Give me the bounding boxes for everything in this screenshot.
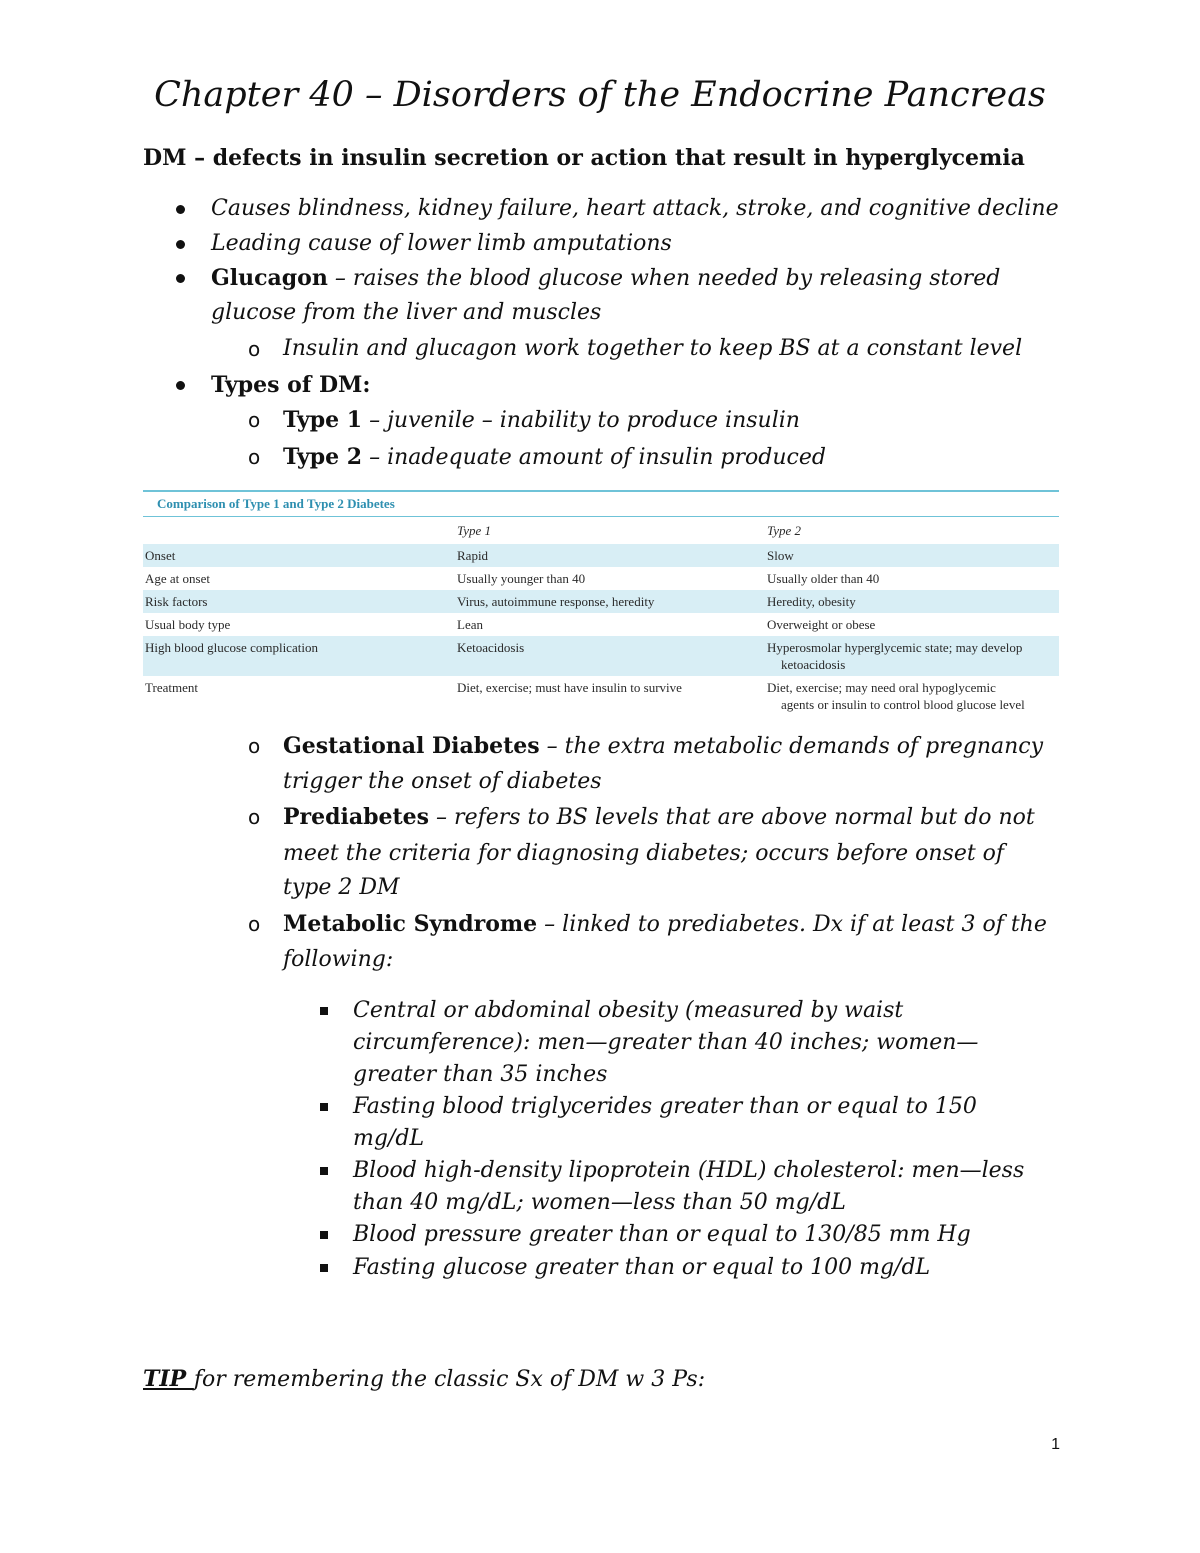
bullet-blindness: Causes blindness, kidney failure, heart attack, stroke, and cognitive decline <box>211 196 1059 221</box>
type2-text: – inadequate amount of insulin produced <box>362 445 826 470</box>
type2-cell <box>765 636 1059 676</box>
bullet-amputations: Leading cause of lower limb amputations <box>211 231 672 256</box>
bullet-circle-icon: o <box>248 734 261 758</box>
row-label: Onset <box>143 544 455 567</box>
table-row <box>143 544 1059 567</box>
criteria-obesity-cont: greater than 35 inches <box>353 1062 608 1087</box>
table-header-cell: Type 1 <box>457 523 492 538</box>
criteria-hdl: Blood high-density lipoprotein (HDL) cholesterol: men—less <box>353 1158 1025 1183</box>
metabolic-text-cont: following: <box>283 947 394 972</box>
table-caption: Comparison of Type 1 and Type 2 Diabetes <box>143 491 1059 517</box>
bullet-glucagon <box>211 261 1000 296</box>
type2-cell-cont: agents or insulin to control blood glucose level <box>781 697 1025 712</box>
type2-cell-cont: ketoacidosis <box>781 657 846 672</box>
bullet-square-icon <box>320 1103 328 1111</box>
gestational-term: Gestational Diabetes <box>283 733 540 759</box>
bullet-circle-icon: o <box>248 805 261 829</box>
bullet-square-icon <box>320 1167 328 1175</box>
type1-item <box>283 403 800 438</box>
tip-label: TIP <box>143 1366 194 1392</box>
gestational-text: – the extra metabolic demands of pregnancy <box>539 734 1044 759</box>
bullet-square-icon <box>320 1007 328 1015</box>
glucagon-term: Glucagon <box>211 265 328 291</box>
page-title: Chapter 40 – Disorders of the Endocrine Pancreas <box>154 75 1046 115</box>
metabolic-text: – linked to prediabetes. Dx if at least 3 of the <box>537 912 1047 937</box>
gestational-item <box>283 729 1043 764</box>
bullet-circle-icon: o <box>248 337 261 361</box>
type1-cell: Lean <box>455 613 765 636</box>
criteria-blood-pressure: Blood pressure greater than or equal to 130/85 mm Hg <box>353 1222 971 1247</box>
type2-cell-text: Diet, exercise; may need oral hypoglycemic <box>767 680 996 695</box>
row-label: Treatment <box>143 676 455 716</box>
bullet-square-icon <box>320 1264 328 1272</box>
type1-cell: Diet, exercise; must have insulin to survive <box>455 676 765 716</box>
type2-cell-text: Hyperosmolar hyperglycemic state; may develop <box>767 640 1023 655</box>
type2-cell: Overweight or obese <box>765 613 1059 636</box>
type1-cell: Usually younger than 40 <box>455 567 765 590</box>
type2-cell: Usually older than 40 <box>765 567 1059 590</box>
type1-cell: Ketoacidosis <box>455 636 765 676</box>
glucagon-subpoint: Insulin and glucagon work together to keep BS at a constant level <box>283 336 1023 361</box>
metabolic-term: Metabolic Syndrome <box>283 911 538 937</box>
row-label: High blood glucose complication <box>143 636 455 676</box>
table-header-cell <box>143 517 455 545</box>
criteria-triglycerides-cont: mg/dL <box>353 1126 425 1151</box>
page-number: 1 <box>1051 1436 1060 1453</box>
comparison-table <box>143 490 1059 716</box>
type1-term: Type 1 <box>283 407 363 433</box>
criteria-hdl-cont: than 40 mg/dL; women—less than 50 mg/dL <box>353 1190 846 1215</box>
bullet-dot-icon <box>176 381 185 390</box>
type1-text: – juvenile – inability to produce insulin <box>362 408 800 433</box>
prediabetes-text: – refers to BS levels that are above normal but do not <box>429 805 1035 830</box>
table-row <box>143 567 1059 590</box>
table-header-row <box>143 517 1059 545</box>
tip-line <box>143 1362 705 1397</box>
prediabetes-text-cont: type 2 DM <box>283 875 400 900</box>
prediabetes-term: Prediabetes <box>283 804 430 830</box>
bullet-dot-icon <box>176 205 185 214</box>
prediabetes-item <box>283 800 1035 835</box>
row-label: Age at onset <box>143 567 455 590</box>
bullet-circle-icon: o <box>248 445 261 469</box>
metabolic-item <box>283 907 1047 942</box>
type1-cell: Virus, autoimmune response, heredity <box>455 590 765 613</box>
glucagon-text: – raises the blood glucose when needed by releasing stored <box>327 266 1001 291</box>
table-row <box>143 636 1059 676</box>
section-heading: DM – defects in insulin secretion or action that result in hyperglycemia <box>143 145 1025 171</box>
tip-text: for remembering the classic Sx of DM w 3 Ps: <box>193 1367 706 1392</box>
prediabetes-text-cont: meet the criteria for diagnosing diabetes; occurs before onset of <box>283 841 1005 866</box>
type2-cell <box>765 676 1059 716</box>
type2-cell: Slow <box>765 544 1059 567</box>
bullet-circle-icon: o <box>248 912 261 936</box>
type2-term: Type 2 <box>283 444 363 470</box>
bullet-circle-icon: o <box>248 408 261 432</box>
table-row <box>143 590 1059 613</box>
criteria-fasting-glucose: Fasting glucose greater than or equal to 100 mg/dL <box>353 1255 931 1280</box>
criteria-triglycerides: Fasting blood triglycerides greater than or equal to 150 <box>353 1094 977 1119</box>
table-header-cell: Type 2 <box>767 523 802 538</box>
gestational-text-cont: trigger the onset of diabetes <box>283 769 602 794</box>
criteria-obesity-cont: circumference): men—greater than 40 inches; women— <box>353 1030 979 1055</box>
bullet-dot-icon <box>176 274 185 283</box>
bullet-square-icon <box>320 1231 328 1239</box>
table-row <box>143 613 1059 636</box>
row-label: Usual body type <box>143 613 455 636</box>
row-label: Risk factors <box>143 590 455 613</box>
type2-cell: Heredity, obesity <box>765 590 1059 613</box>
types-heading: Types of DM: <box>211 372 371 398</box>
type1-cell: Rapid <box>455 544 765 567</box>
bullet-dot-icon <box>176 240 185 249</box>
table-row <box>143 676 1059 716</box>
glucagon-text-cont: glucose from the liver and muscles <box>211 300 602 325</box>
criteria-obesity: Central or abdominal obesity (measured by waist <box>353 998 904 1023</box>
type2-item <box>283 440 826 475</box>
